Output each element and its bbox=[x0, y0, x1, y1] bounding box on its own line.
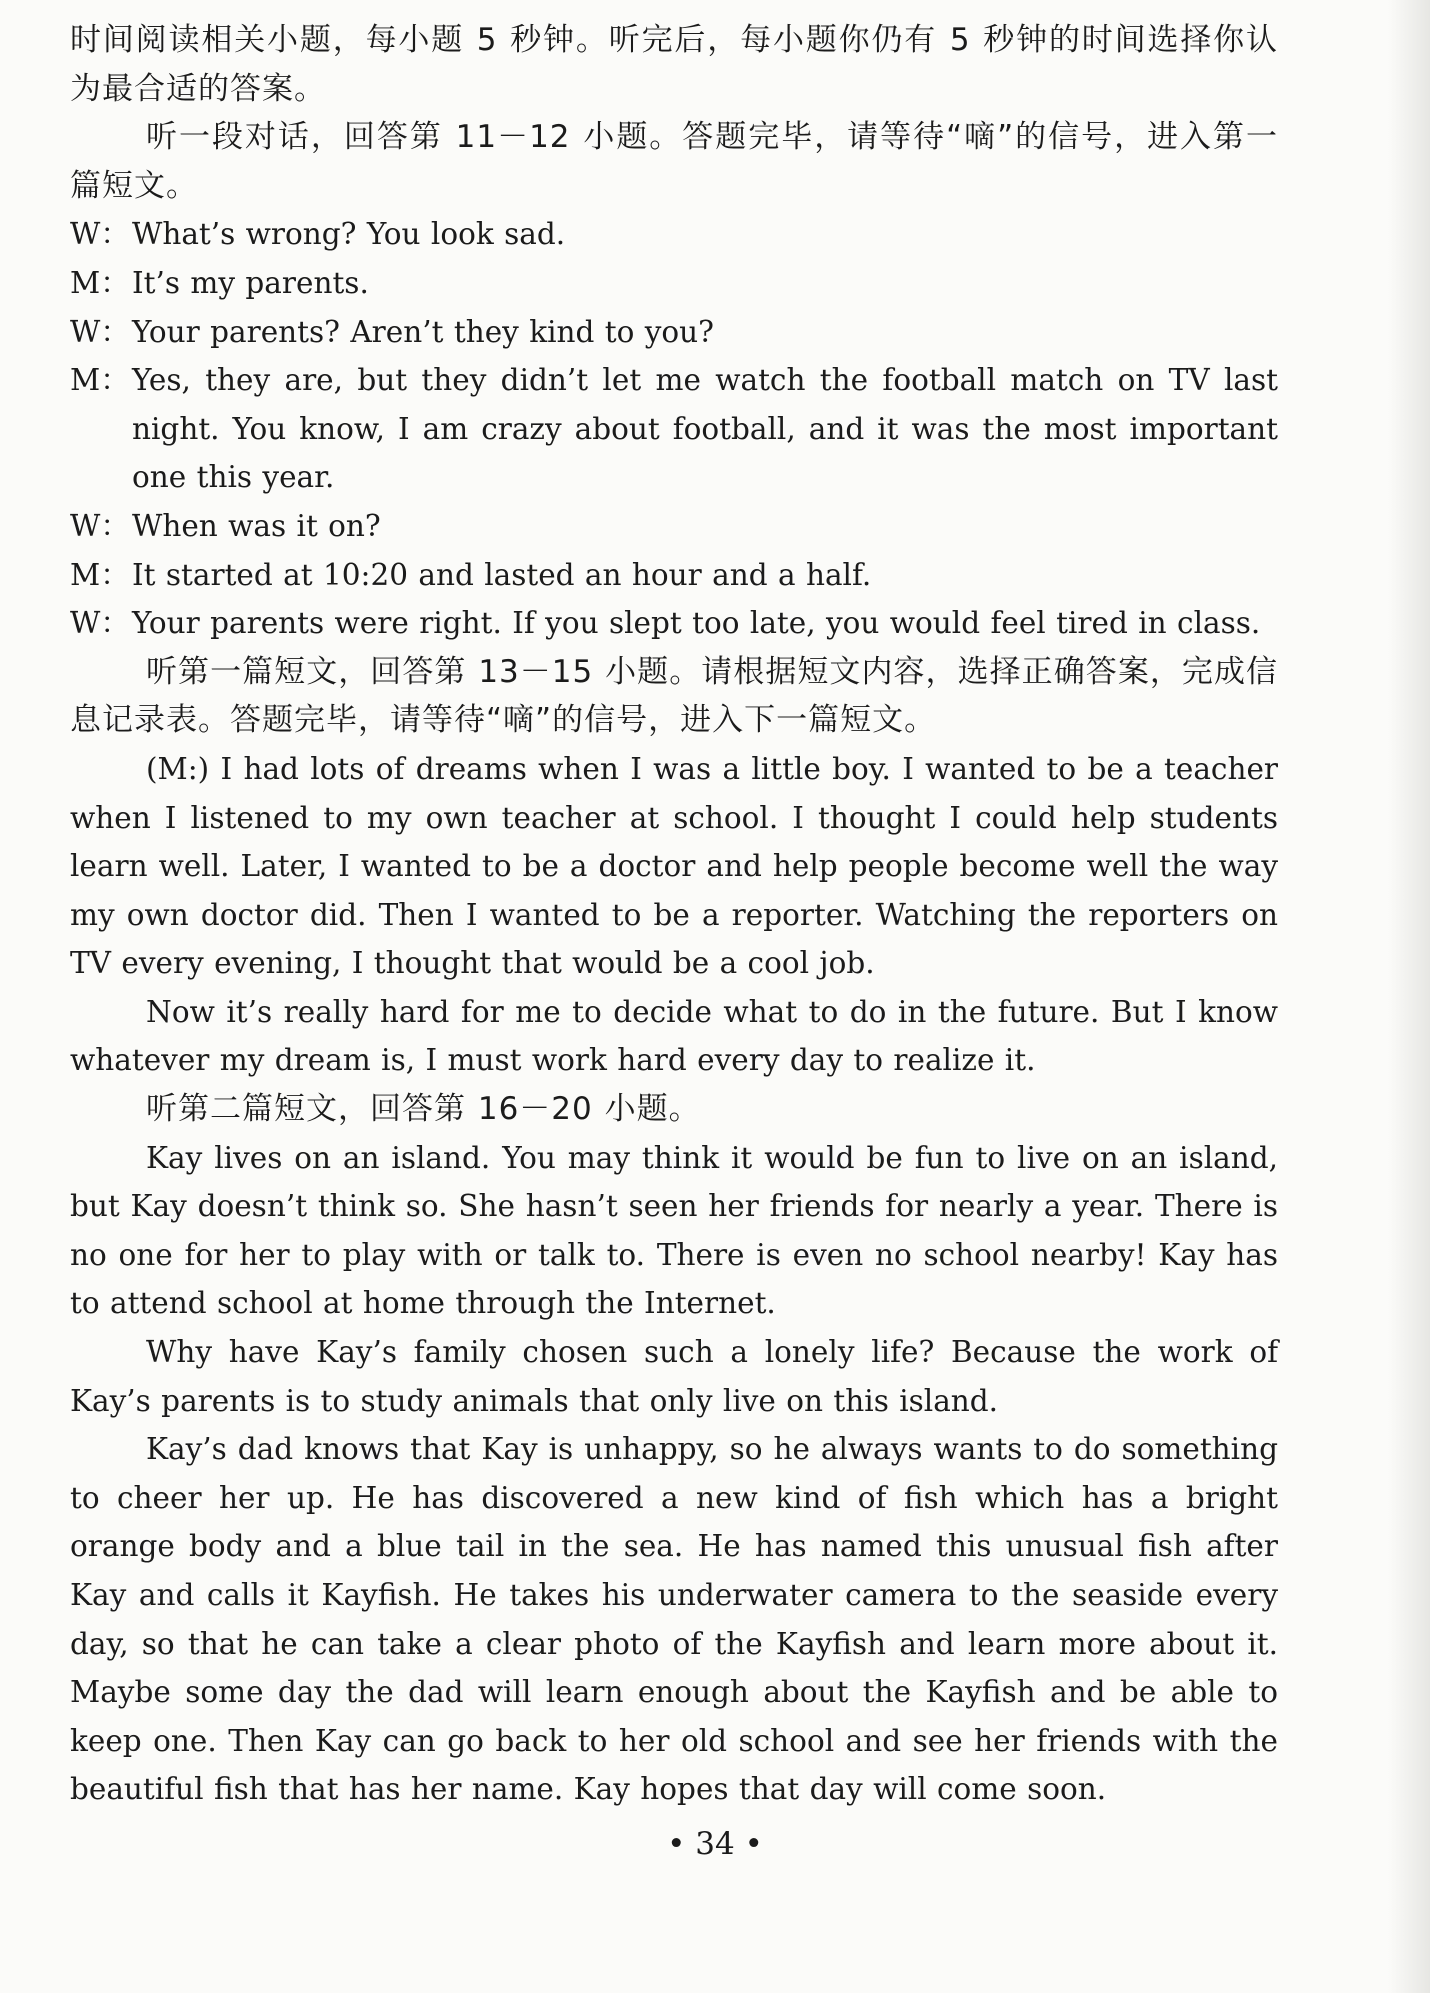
speaker-label: W： bbox=[70, 606, 130, 641]
dialogue-line bbox=[70, 259, 1278, 308]
page-number: • 34 • bbox=[667, 1826, 763, 1862]
passage2-paragraph: Kay lives on an island. You may think it would be fun to live on an island, but Kay doesn’t think so. She hasn’t seen her friends for nearly a year. There is no one for her to play with or talk to. There is even no school nearby! Kay has to attend school at home through the Internet. bbox=[70, 1140, 1278, 1321]
passage1-instruction: 听第一篇短文，回答第 13－15 小题。请根据短文内容，选择正确答案，完成信息记录表。答题完毕，请等待“嘀”的信号，进入下一篇短文。 bbox=[70, 653, 1278, 739]
passage1-paragraph: Now it’s really hard for me to decide what to do in the future. But I know whatever my dream is, I must work hard every day to realize it. bbox=[70, 994, 1278, 1078]
speaker-label: W： bbox=[70, 508, 130, 543]
intro-instruction: 时间阅读相关小题，每小题 5 秒钟。听完后，每小题你仍有 5 秒钟的时间选择你认为最合适的答案。 bbox=[70, 22, 1278, 107]
utterance: When was it on? bbox=[132, 508, 381, 543]
dialogue-line bbox=[70, 599, 1278, 648]
speaker-label: M： bbox=[70, 363, 130, 398]
speaker-label: W： bbox=[70, 217, 130, 252]
dialogue-line bbox=[70, 356, 1278, 502]
dialogue-line bbox=[70, 551, 1278, 600]
page-edge-shadow bbox=[1388, 0, 1430, 1993]
passage2-instruction: 听第二篇短文，回答第 16－20 小题。 bbox=[146, 1091, 701, 1128]
dialogue-line bbox=[70, 502, 1278, 551]
speaker-label: W： bbox=[70, 314, 130, 349]
speaker-label: M： bbox=[70, 265, 130, 300]
passage2-paragraph: Kay’s dad knows that Kay is unhappy, so he always wants to do something to cheer her up. He has discovered a new kind of fish which has a bright orange body and a blue tail in the sea. He has named this unusual fish after Kay and calls it Kayfish. He takes his underwater camera to the seaside every day, so that he can take a clear photo of the Kayfish and learn more about it. Maybe some day the dad will learn enough about the Kayfish and be able to keep one. Then Kay can go back to her old school and see her friends with the beautiful fish that has her name. Kay hopes that day will come soon. bbox=[70, 1432, 1278, 1807]
dialogue-line bbox=[70, 210, 1278, 259]
utterance: What’s wrong? You look sad. bbox=[132, 217, 566, 252]
utterance: It started at 10:20 and lasted an hour and a half. bbox=[132, 557, 872, 592]
dialogue-instruction: 听一段对话，回答第 11－12 小题。答题完毕，请等待“嘀”的信号，进入第一篇短文。 bbox=[70, 119, 1278, 204]
page-content bbox=[70, 16, 1278, 1814]
utterance: Your parents? Aren’t they kind to you? bbox=[132, 314, 714, 349]
speaker-label: M： bbox=[70, 557, 130, 592]
utterance: Your parents were right. If you slept too late, you would feel tired in class. bbox=[132, 606, 1261, 641]
dialogue bbox=[70, 210, 1278, 647]
utterance: Yes, they are, but they didn’t let me watch the football match on TV last night. You know, I am crazy about football, and it was the most important one this year. bbox=[132, 363, 1278, 495]
passage2-paragraph: Why have Kay’s family chosen such a lonely life? Because the work of Kay’s parents is to study animals that only live on this island. bbox=[70, 1335, 1278, 1418]
passage1-paragraph: (M:) I had lots of dreams when I was a little boy. I wanted to be a teacher when I listened to my own teacher at school. I thought I could help students learn well. Later, I wanted to be a doctor and help people become well the way my own doctor did. Then I wanted to be a reporter. Watching the reporters on TV every evening, I thought that would be a cool job. bbox=[70, 751, 1278, 981]
dialogue-line bbox=[70, 308, 1278, 357]
utterance: It’s my parents. bbox=[132, 265, 369, 300]
